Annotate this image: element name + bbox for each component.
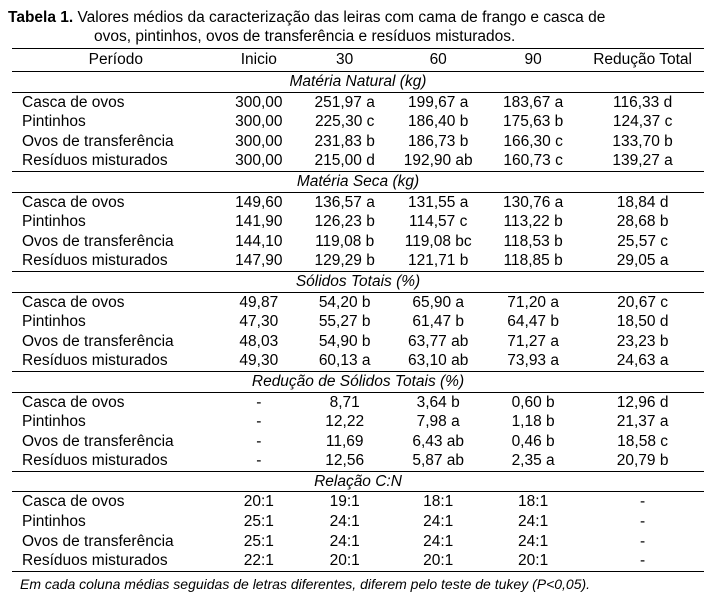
table-row	[12, 251, 704, 271]
table-cell: 251,97 a	[314, 93, 375, 111]
table-cell: 300,00	[235, 152, 283, 170]
table-row	[12, 292, 704, 312]
table-row	[12, 212, 704, 232]
table-cell: 116,33 d	[613, 93, 673, 111]
table-body	[12, 72, 704, 572]
section-title: Sólidos Totais (%)	[12, 271, 704, 292]
table-cell: 22:1	[220, 551, 298, 571]
section-header-row	[12, 171, 704, 192]
section-title: Matéria Natural (kg)	[12, 72, 704, 93]
table-cell: -	[256, 452, 262, 470]
row-label: Resíduos misturados	[22, 252, 168, 270]
table-cell: 20:1	[298, 551, 391, 571]
table-cell: 65,90 a	[412, 293, 465, 311]
table-cell: 25:1	[243, 532, 274, 550]
table-cell: -	[640, 532, 646, 550]
table-cell: 23,23 b	[616, 332, 669, 350]
table-cell: 20,79 b	[616, 452, 669, 470]
row-label: Resíduos misturados	[12, 551, 220, 571]
table-cell: 28,68 b	[616, 213, 669, 231]
table-cell: 0,60 b	[511, 393, 555, 411]
section-title: Matéria Seca (kg)	[12, 171, 704, 192]
table-cell: 47,30	[239, 313, 279, 331]
row-label: Ovos de transferência	[22, 332, 174, 350]
table-cell: 60,13 a	[318, 352, 371, 370]
table-cell: -	[640, 493, 646, 511]
table-cell: 133,70 b	[612, 132, 673, 150]
table-row	[12, 332, 704, 352]
table-cell: -	[640, 513, 646, 531]
table-row	[12, 112, 704, 132]
table-row	[12, 492, 704, 512]
table-cell: 71,27 a	[507, 332, 559, 350]
table-cell: 49,87	[239, 293, 279, 311]
table-cell: 124,37 c	[612, 113, 673, 131]
row-label: Resíduos misturados	[22, 452, 168, 470]
table-cell: 73,93 a	[507, 352, 559, 370]
table-cell: 71,20 a	[507, 293, 559, 311]
row-label: Casca de ovos	[22, 493, 125, 511]
table-cell: -	[256, 413, 262, 431]
table-cell: 149,60	[235, 193, 283, 211]
header-60: 60	[391, 49, 485, 72]
section-header-row	[12, 271, 704, 292]
data-table	[12, 48, 704, 572]
table-cell: 20,67 c	[617, 293, 669, 311]
table-cell: 199,67 a	[408, 93, 469, 111]
header-90: 90	[485, 49, 581, 72]
table-cell: 183,67 a	[502, 93, 564, 111]
table-cell: 54,20 b	[318, 293, 371, 311]
table-cell: 114,57 c	[409, 213, 468, 231]
table-cell: 11,69	[325, 432, 364, 450]
table-cell: 61,47 b	[412, 313, 465, 331]
table-cell: 63,77 ab	[408, 332, 469, 350]
table-cell: 141,90	[235, 213, 283, 231]
table-cell: 48,03	[239, 332, 279, 350]
table-cell: 186,40 b	[408, 113, 469, 131]
table-cell: 12,22	[325, 413, 365, 431]
table-row	[12, 151, 704, 171]
table-cell: 119,08 bc	[404, 232, 472, 250]
table-cell: 49,30	[239, 352, 279, 370]
table-cell: 0,46 b	[511, 432, 555, 450]
table-cell: 12,96 d	[616, 393, 669, 411]
row-label: Casca de ovos	[22, 393, 125, 411]
table-cell: 7,98 a	[416, 413, 460, 431]
table-cell: 119,08 b	[315, 232, 375, 250]
caption-line-1	[8, 8, 708, 27]
table-cell: 29,05 a	[616, 252, 669, 270]
table-cell: 24:1	[518, 532, 549, 550]
section-title: Redução de Sólidos Totais (%)	[12, 371, 704, 392]
table-cell: 118,53 b	[503, 232, 563, 250]
table-cell: -	[256, 393, 262, 411]
row-label: Casca de ovos	[22, 93, 125, 111]
table-cell: 24,63 a	[616, 352, 669, 370]
table-row	[12, 551, 704, 571]
table-cell: 130,76 a	[502, 193, 564, 211]
row-label: Pintinhos	[22, 413, 86, 431]
row-label: Resíduos misturados	[22, 352, 168, 370]
row-label: Resíduos misturados	[22, 152, 168, 170]
table-cell: 231,83 b	[314, 132, 375, 150]
table-cell: 129,29 b	[314, 252, 375, 270]
table-cell: 25,57 c	[617, 232, 669, 250]
table-cell: 18:1	[518, 493, 549, 511]
table-cell: 113,22 b	[503, 213, 563, 231]
table-cell: 21,37 a	[616, 413, 669, 431]
table-row	[12, 451, 704, 471]
table-cell: 20:1	[243, 493, 274, 511]
table-cell: 20:1	[485, 551, 581, 571]
table-cell: 19:1	[329, 493, 360, 511]
row-label: Casca de ovos	[22, 293, 125, 311]
table-cell: 160,73 c	[503, 152, 563, 170]
row-label: Pintinhos	[22, 513, 86, 531]
table-row	[12, 232, 704, 252]
table-cell: 24:1	[423, 513, 454, 531]
row-label: Casca de ovos	[22, 193, 125, 211]
section-header-row	[12, 72, 704, 93]
table-cell: 8,71	[329, 393, 360, 411]
section-title: Relação C:N	[12, 471, 704, 492]
row-label: Ovos de transferência	[22, 132, 174, 150]
table-row	[12, 132, 704, 152]
row-label: Pintinhos	[22, 113, 86, 131]
table-cell: 225,30 c	[314, 113, 375, 131]
table-cell: 118,85 b	[503, 252, 563, 270]
row-label: Pintinhos	[22, 313, 86, 331]
table-cell: 18:1	[423, 493, 454, 511]
table-cell: 186,73 b	[408, 132, 469, 150]
row-label: Ovos de transferência	[22, 232, 174, 250]
caption-line-2: ovos, pintinhos, ovos de transferência e resíduos misturados.	[94, 28, 516, 45]
table-cell: 55,27 b	[318, 313, 371, 331]
row-label: Pintinhos	[22, 213, 86, 231]
table-cell: 131,55 a	[408, 193, 469, 211]
table-cell: 5,87 ab	[412, 452, 465, 470]
table-cell: 24:1	[329, 532, 360, 550]
table-cell: 1,18 b	[511, 413, 555, 431]
header-reducao-total: Redução Total	[581, 49, 704, 72]
table-cell: 20:1	[391, 551, 485, 571]
table-row	[12, 312, 704, 332]
table-cell: 64,47 b	[507, 313, 559, 331]
table-cell: 175,63 b	[502, 113, 564, 131]
table-cell: 166,30 c	[503, 132, 563, 150]
table-cell: 136,57 a	[314, 193, 375, 211]
table-cell: 144,10	[235, 232, 283, 250]
table-row	[12, 192, 704, 212]
footnote: Em cada coluna médias seguidas de letras diferentes, diferem pelo teste de tukey (P<0,05).	[20, 576, 591, 592]
table-cell: -	[581, 551, 704, 571]
section-header-row	[12, 371, 704, 392]
table-cell: 54,90 b	[318, 332, 371, 350]
row-label: Ovos de transferência	[22, 432, 174, 450]
table-cell: 63,10 ab	[408, 352, 469, 370]
table-cell: 24:1	[423, 532, 454, 550]
caption-text-1: Valores médios da caracterização das leiras com cama de frango e casca de	[73, 9, 606, 26]
table-cell: 24:1	[518, 513, 549, 531]
table-cell: 300,00	[235, 93, 283, 111]
table-cell: 215,00 d	[314, 152, 375, 170]
section-header-row	[12, 471, 704, 492]
table-row	[12, 392, 704, 412]
table-cell: -	[256, 432, 262, 450]
table-cell: 147,90	[235, 252, 283, 270]
caption-label: Tabela 1.	[8, 9, 74, 26]
table-cell: 18,84 d	[616, 193, 669, 211]
table-cell: 139,27 a	[612, 152, 673, 170]
table-row	[12, 432, 704, 452]
table-row	[12, 412, 704, 432]
table-row	[12, 351, 704, 371]
table-cell: 2,35 a	[511, 452, 555, 470]
table-caption	[8, 8, 708, 46]
table-cell: 3,64 b	[416, 393, 460, 411]
table-cell: 18,58 c	[617, 432, 669, 450]
table-cell: 126,23 b	[314, 213, 375, 231]
header-30: 30	[298, 49, 391, 72]
table-cell: 300,00	[235, 132, 283, 150]
table-cell: 300,00	[235, 113, 283, 131]
table-cell: 25:1	[243, 513, 274, 531]
table-header-row	[12, 49, 704, 72]
table-cell: 192,90 ab	[403, 152, 473, 170]
table-cell: 18,50 d	[616, 313, 669, 331]
table-row	[12, 512, 704, 532]
table-cell: 6,43 ab	[412, 432, 465, 450]
row-label: Ovos de transferência	[22, 532, 174, 550]
table-cell: 24:1	[329, 513, 360, 531]
table-row	[12, 532, 704, 552]
table-row	[12, 92, 704, 112]
header-inicio: Inicio	[220, 49, 298, 72]
header-periodo: Período	[12, 49, 220, 72]
table-cell: 12,56	[325, 452, 365, 470]
table-cell: 121,71 b	[408, 252, 469, 270]
